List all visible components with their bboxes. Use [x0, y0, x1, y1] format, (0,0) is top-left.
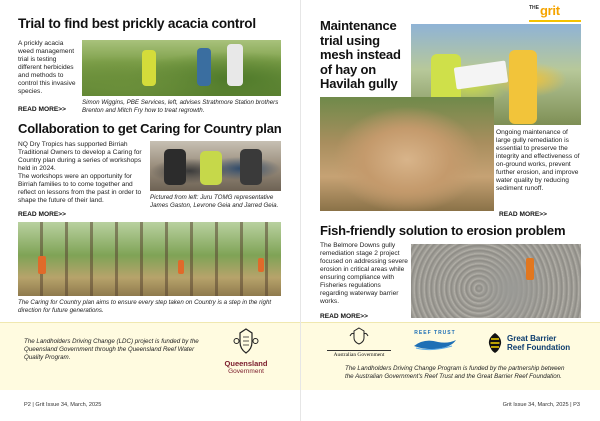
article-body-maintenance-trial: Ongoing maintenance of large gully remediation is essential to preserve the integrity and effectiveness of on-ground works, prevent further erosion, and improve water quality by reducing sediment runoff. — [496, 129, 580, 192]
article-title-maintenance-trial: Maintenance trial using mesh instead of hay on Havilah gully — [320, 18, 401, 91]
gbrf-fish-icon — [487, 332, 503, 354]
reef-trust-text: REEF TRUST — [414, 330, 456, 336]
read-more-link-fish-friendly[interactable]: READ MORE>> — [320, 313, 368, 320]
queensland-logo-subtext: Government — [228, 368, 264, 375]
photo-caring-for-country-workshop — [150, 141, 281, 191]
gbrf-text — [507, 334, 570, 352]
article-title-fish-friendly: Fish-friendly solution to erosion problem — [320, 223, 566, 238]
photo-prickly-acacia-trial — [82, 40, 281, 96]
masthead-the: THE — [529, 4, 539, 11]
australian-crest-icon — [348, 327, 370, 345]
article-body2-caring-for-country: The workshops were an opportunity for Birriah families to to come together and reflect on lessons from the past in order to shape the future of their land. — [18, 173, 142, 204]
read-more-link-prickly-acacia[interactable]: READ MORE>> — [18, 106, 66, 113]
read-more-link-maintenance-trial[interactable]: READ MORE>> — [499, 211, 547, 218]
queensland-crest-icon — [233, 327, 259, 355]
photo-caring-for-country-landscape — [18, 222, 281, 296]
australian-government-logo — [327, 327, 391, 358]
right-page — [300, 0, 600, 421]
reef-trust-logo — [399, 330, 471, 357]
article-body-caring-for-country: NQ Dry Tropics has supported Birriah Traditional Owners to develop a Caring for Country plan during a series of workshops held in 2024. — [18, 141, 142, 172]
queensland-government-logo — [220, 327, 272, 381]
right-footer-funding-text: The Landholders Driving Change Program is funded by the partnership between the Australian Government's Reef Trust and the Great Barrier Reef Foundation. — [345, 365, 565, 381]
article-title-caring-for-country: Collaboration to get Caring for Country plan — [18, 121, 282, 136]
photo-mesh-on-gully — [320, 97, 494, 211]
left-page-label: P2 | Grit Issue 34, March, 2025 — [24, 402, 102, 408]
masthead-bar — [529, 20, 581, 22]
gbrf-logo-mark — [487, 332, 503, 354]
photo-rock-gully — [411, 244, 581, 318]
australian-government-text: Australian Government — [327, 350, 391, 358]
gbrf-line1: Great Barrier — [507, 334, 557, 343]
article-body-prickly-acacia: A prickly acacia weed management trial is testing different herbicides and methods to control this invasive species. — [18, 40, 76, 95]
right-page-label: Grit Issue 34, March, 2025 | P3 — [502, 402, 580, 408]
caption-caring-for-country: Pictured from left: Juru TOMG representative James Gaston, Levrone Geia and Jarred Geia. — [150, 194, 279, 209]
grit-masthead — [529, 2, 581, 22]
read-more-link-caring-for-country[interactable]: READ MORE>> — [18, 211, 66, 218]
gbrf-line2: Reef Foundation — [507, 343, 571, 352]
left-footer-funding-text: The Landholders Driving Change (LDC) project is funded by the Queensland Government through the Queensland Reef Water Quality Program. — [24, 338, 199, 362]
article-body-fish-friendly: The Belmore Downs gully remediation stage 2 project focused on addressing severe erosion in critical areas while ensuring compliance with Fisheries regulations regarding waterway barrier works. — [320, 242, 408, 305]
caption-caring-for-country-landscape: The Caring for Country plan aims to ensure every step taken on Country is a step in the right direction for future generations. — [18, 299, 272, 314]
masthead-grit: grit — [540, 3, 560, 18]
queensland-logo-text: Queensland — [224, 359, 268, 368]
caption-prickly-acacia: Simon Wiggins, PBE Services, left, advises Strathmore Station brothers Brenton and Mitch Fry how to treat regrowth. — [82, 99, 279, 114]
reef-trust-whale-icon — [412, 336, 458, 352]
article-title-prickly-acacia: Trial to find best prickly acacia control — [18, 16, 256, 31]
